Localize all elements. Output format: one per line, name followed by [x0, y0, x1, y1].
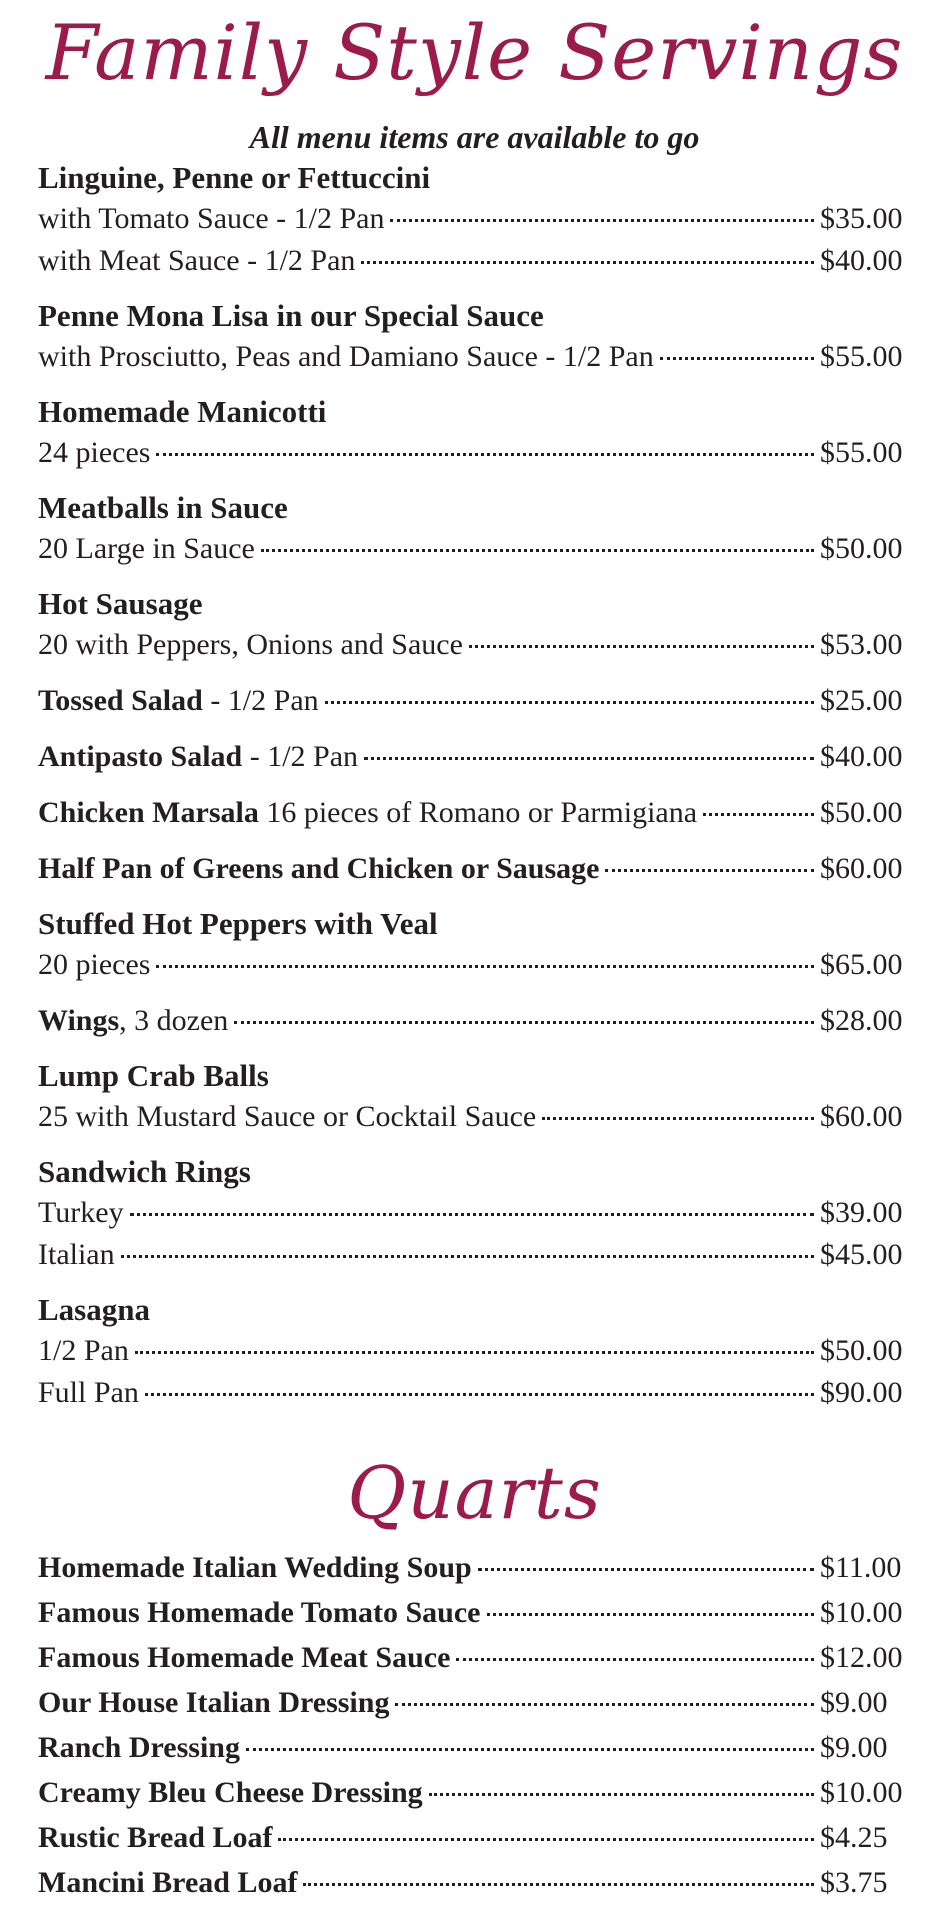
item-description — [38, 1000, 228, 1042]
dot-leader — [325, 701, 814, 704]
page-title: Family Style Servings — [45, 8, 904, 97]
dot-leader — [487, 1613, 815, 1616]
menu-line — [38, 1330, 910, 1372]
item-description: Rustic Bread Loaf — [38, 1821, 273, 1854]
item-price: $90.00 — [820, 1376, 903, 1409]
menu-item — [38, 584, 910, 666]
menu-item — [38, 904, 910, 986]
dot-leader — [542, 1117, 814, 1120]
item-description — [38, 680, 319, 722]
item-price: $28.00 — [820, 1004, 903, 1037]
item-description: Famous Homemade Meat Sauce — [38, 1641, 451, 1674]
spacer — [38, 1042, 910, 1056]
item-detail: 16 pieces of Romano or Parmigiana — [258, 796, 698, 829]
dot-leader — [395, 1703, 814, 1706]
dot-leader — [156, 453, 814, 456]
quarts-title: Quarts — [347, 1451, 602, 1535]
menu-line — [38, 1000, 910, 1042]
menu-line — [38, 1096, 910, 1138]
item-heading: Lump Crab Balls — [38, 1058, 269, 1093]
item-price: $35.00 — [820, 202, 903, 235]
spacer — [38, 890, 910, 904]
menu-item — [38, 1290, 910, 1414]
menu-line — [38, 1372, 910, 1414]
dot-leader — [361, 261, 814, 264]
item-heading: Hot Sausage — [38, 586, 203, 621]
dot-leader — [303, 1883, 814, 1886]
item-heading: Homemade Manicotti — [38, 394, 327, 429]
item-name: Half Pan of Greens and Chicken or Sausage — [38, 852, 600, 885]
spacer — [38, 778, 910, 792]
item-heading: Meatballs in Sauce — [38, 490, 288, 525]
menu-item — [38, 296, 910, 378]
menu-line — [38, 528, 910, 570]
menu-line — [38, 432, 910, 474]
menu-line — [38, 680, 910, 722]
dot-leader — [429, 1793, 814, 1796]
dot-leader — [246, 1748, 814, 1751]
dot-leader — [605, 869, 814, 872]
item-description: Turkey — [38, 1196, 124, 1229]
item-description: with Tomato Sauce - 1/2 Pan — [38, 202, 385, 235]
spacer — [38, 666, 910, 680]
item-price: $39.00 — [820, 1196, 903, 1229]
item-description: Mancini Bread Loaf — [38, 1866, 298, 1899]
family-style-list — [38, 158, 910, 1414]
menu-item — [38, 1152, 910, 1276]
item-description — [38, 736, 358, 778]
item-price: $9.00 — [820, 1731, 888, 1764]
item-name: Chicken Marsala — [38, 796, 259, 829]
menu-item — [38, 1000, 910, 1042]
item-price: $11.00 — [820, 1551, 902, 1584]
menu-line — [38, 1590, 910, 1635]
item-price: $10.00 — [820, 1596, 903, 1629]
menu-line — [38, 736, 910, 778]
menu-line — [38, 1770, 910, 1815]
item-description: with Prosciutto, Peas and Damiano Sauce - 1/2 Pan — [38, 340, 654, 373]
quarts-list — [38, 1545, 910, 1905]
dot-leader — [261, 549, 814, 552]
menu-item — [38, 792, 910, 834]
menu-item — [38, 736, 910, 778]
item-description: 1/2 Pan — [38, 1334, 129, 1367]
item-detail: , 3 dozen — [119, 1004, 229, 1037]
item-detail: - 1/2 Pan — [242, 740, 359, 773]
item-description: Creamy Bleu Cheese Dressing — [38, 1776, 423, 1809]
item-description: Famous Homemade Tomato Sauce — [38, 1596, 481, 1629]
item-price: $55.00 — [820, 436, 903, 469]
dot-leader — [145, 1393, 814, 1396]
item-description: 20 Large in Sauce — [38, 532, 255, 565]
menu-line — [38, 336, 910, 378]
menu-line — [38, 848, 910, 890]
item-price: $50.00 — [820, 1334, 903, 1367]
menu-line — [38, 1680, 910, 1725]
item-description — [38, 848, 599, 890]
menu-line — [38, 1815, 910, 1860]
spacer — [38, 834, 910, 848]
menu-item — [38, 848, 910, 890]
item-description — [38, 792, 697, 834]
dot-leader — [156, 965, 814, 968]
dot-leader — [234, 1021, 814, 1024]
spacer — [38, 570, 910, 584]
item-price: $40.00 — [820, 244, 903, 277]
item-heading: Lasagna — [38, 1292, 150, 1327]
item-heading: Sandwich Rings — [38, 1154, 251, 1189]
dot-leader — [456, 1658, 814, 1661]
item-price: $25.00 — [820, 684, 903, 717]
item-price: $12.00 — [820, 1641, 903, 1674]
item-description: Full Pan — [38, 1376, 139, 1409]
spacer — [38, 282, 910, 296]
menu-item — [38, 392, 910, 474]
spacer — [38, 1138, 910, 1152]
menu-line — [38, 624, 910, 666]
item-heading: Linguine, Penne or Fettuccini — [38, 160, 431, 195]
menu-line — [38, 944, 910, 986]
spacer — [38, 722, 910, 736]
menu-item — [38, 488, 910, 570]
menu-line — [38, 1545, 910, 1590]
item-description: Homemade Italian Wedding Soup — [38, 1551, 472, 1584]
dot-leader — [469, 645, 814, 648]
item-price: $10.00 — [820, 1776, 903, 1809]
item-description: 25 with Mustard Sauce or Cocktail Sauce — [38, 1100, 537, 1133]
menu-line — [38, 198, 910, 240]
spacer — [38, 474, 910, 488]
item-detail: - 1/2 Pan — [202, 684, 319, 717]
item-description: Our House Italian Dressing — [38, 1686, 390, 1719]
item-price: $65.00 — [820, 948, 903, 981]
item-price: $60.00 — [820, 852, 903, 885]
item-description: 24 pieces — [38, 436, 151, 469]
menu-line — [38, 792, 910, 834]
item-description: 20 pieces — [38, 948, 151, 981]
item-price: $50.00 — [820, 796, 903, 829]
item-description: Ranch Dressing — [38, 1731, 240, 1764]
item-price: $3.75 — [820, 1866, 888, 1899]
item-price: $50.00 — [820, 532, 903, 565]
item-price: $55.00 — [820, 340, 903, 373]
spacer — [38, 378, 910, 392]
item-name: Tossed Salad — [38, 684, 203, 717]
menu-line — [38, 240, 910, 282]
subtitle: All menu items are available to go — [249, 119, 700, 155]
dot-leader — [703, 813, 814, 816]
item-price: $45.00 — [820, 1238, 903, 1271]
menu-item — [38, 680, 910, 722]
menu-item — [38, 158, 910, 282]
dot-leader — [135, 1351, 814, 1354]
item-heading: Stuffed Hot Peppers with Veal — [38, 906, 438, 941]
dot-leader — [478, 1568, 814, 1571]
item-heading: Penne Mona Lisa in our Special Sauce — [38, 298, 544, 333]
menu-line — [38, 1192, 910, 1234]
item-name: Wings — [38, 1004, 120, 1037]
menu-line — [38, 1234, 910, 1276]
menu-line — [38, 1725, 910, 1770]
item-price: $4.25 — [820, 1821, 888, 1854]
dot-leader — [364, 757, 814, 760]
menu-item — [38, 1056, 910, 1138]
item-price: $40.00 — [820, 740, 903, 773]
item-price: $9.00 — [820, 1686, 888, 1719]
menu-line — [38, 1860, 910, 1905]
item-description: Italian — [38, 1238, 115, 1271]
dot-leader — [121, 1255, 814, 1258]
item-description: 20 with Peppers, Onions and Sauce — [38, 628, 463, 661]
menu-line — [38, 1635, 910, 1680]
item-price: $60.00 — [820, 1100, 903, 1133]
spacer — [38, 986, 910, 1000]
dot-leader — [278, 1838, 814, 1841]
spacer — [38, 1276, 910, 1290]
item-description: with Meat Sauce - 1/2 Pan — [38, 244, 356, 277]
item-name: Antipasto Salad — [38, 740, 243, 773]
dot-leader — [390, 219, 814, 222]
dot-leader — [130, 1213, 814, 1216]
dot-leader — [660, 357, 814, 360]
item-price: $53.00 — [820, 628, 903, 661]
